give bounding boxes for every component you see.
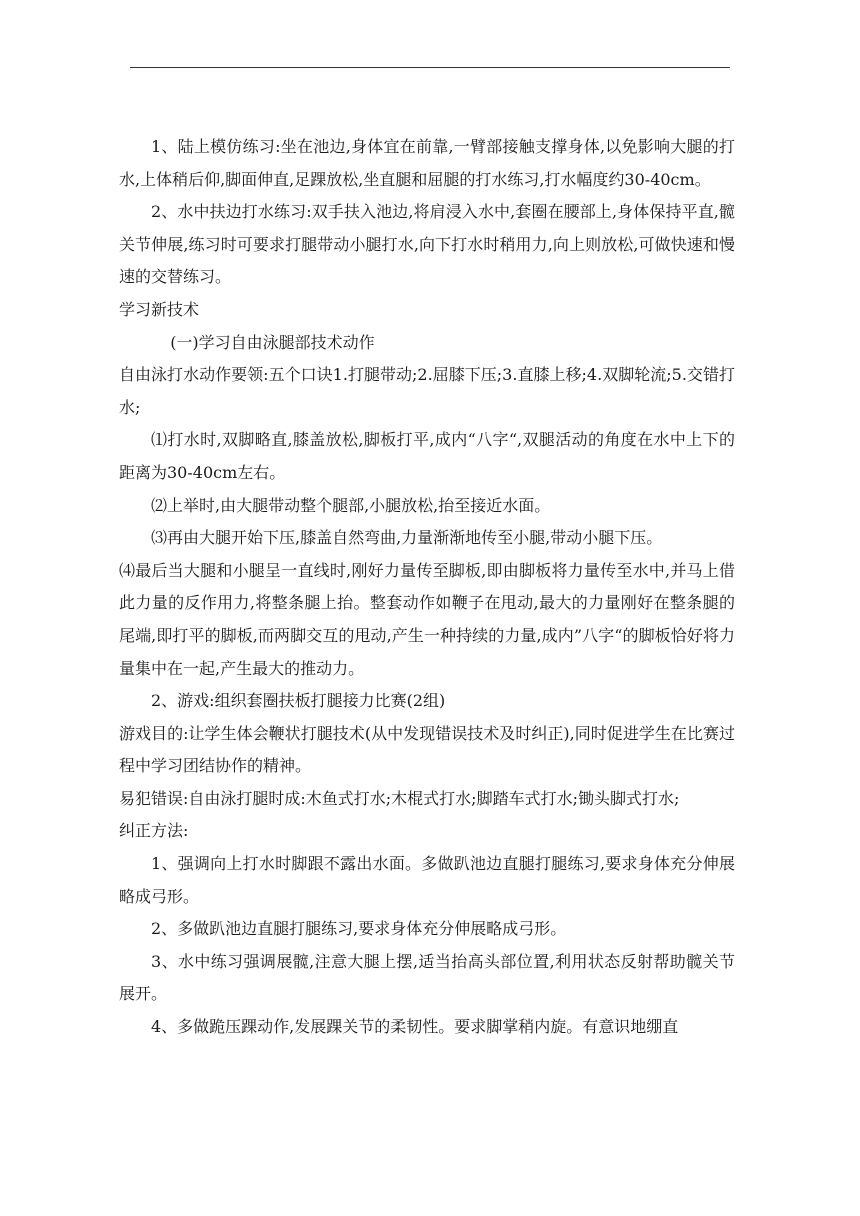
paragraph-game-purpose: 游戏目的:让学生体会鞭状打腿技术(从中发现错误技术及时纠正),同时促进学生在比赛过程中学习团结协作的精神。 [119, 723, 735, 776]
subsection-heading-freestyle-legs: (一)学习自由泳腿部技术动作 [170, 332, 375, 352]
paragraph-correction-4: 4、多做跪压踝动作,发展踝关节的柔韧性。要求脚掌稍内旋。有意识地绷直 [151, 1017, 679, 1037]
section-heading-new-technique: 学习新技术 [119, 299, 200, 319]
paragraph-game: 2、游戏:组织套圈扶板打腿接力比赛(2组) [151, 691, 446, 711]
paragraph-correction-1: 1、强调向上打水时脚跟不露出水面。多做趴池边直腿打腿练习,要求身体充分伸展略成弓形。 [119, 854, 735, 906]
paragraph-step-4: ⑷最后当大腿和小腿呈一直线时,刚好力量传至脚板,即由脚板将力量传至水中,并马上借此力量的反作用力,将整条腿上抬。整套动作如鞭子在甩动,最大的力量刚好在整条腿的尾端,即打平的脚板,而两脚交互的甩动,产生一种持续的力量,成内”八字“的脚板恰好将力量集中在一起,产生最大的推动力。 [119, 560, 735, 678]
paragraph-correction-3: 3、水中练习强调展髋,注意大腿上摆,适当抬高头部位置,利用状态反射帮助髋关节展开。 [119, 951, 735, 1004]
document-body [119, 131, 735, 1044]
paragraph-key-points: 自由泳打水动作要领:五个口诀1.打腿带动;2.屈膝下压;3.直膝上移;4.双脚轮流;5.交错打水; [119, 365, 735, 417]
paragraph-land-practice: 1、陆上模仿练习:坐在池边,身体宜在前靠,一臂部接触支撑身体,以免影响大腿的打水,上体稍后仰,脚面伸直,足踝放松,坐直腿和屈腿的打水练习,打水幅度约30-40cm。 [119, 137, 735, 189]
paragraph-step-3: ⑶再由大腿开始下压,膝盖自然弯曲,力量渐渐地传至小腿,带动小腿下压。 [151, 528, 663, 548]
paragraph-water-edge-practice: 2、水中扶边打水练习:双手扶入池边,将肩浸入水中,套圈在腰部上,身体保持平直,髋关节伸展,练习时可要求打腿带动小腿打水,向下打水时稍用力,向上则放松,可做快速和慢速的交替练习。 [119, 202, 735, 287]
paragraph-common-errors: 易犯错误:自由泳打腿时成:木鱼式打水;木棍式打水;脚踏车式打水;锄头脚式打水; [119, 788, 680, 808]
paragraph-correction-2: 2、多做趴池边直腿打腿练习,要求身体充分伸展略成弓形。 [151, 919, 567, 939]
paragraph-step-1: ⑴打水时,双脚略直,膝盖放松,脚板打平,成内“八字“,双腿活动的角度在水中上下的距离为30-40cm左右。 [119, 430, 735, 482]
paragraph-step-2: ⑵上举时,由大腿带动整个腿部,小腿放松,抬至接近水面。 [151, 495, 551, 515]
header-rule [130, 67, 730, 68]
heading-correction-methods: 纠正方法: [119, 821, 189, 841]
